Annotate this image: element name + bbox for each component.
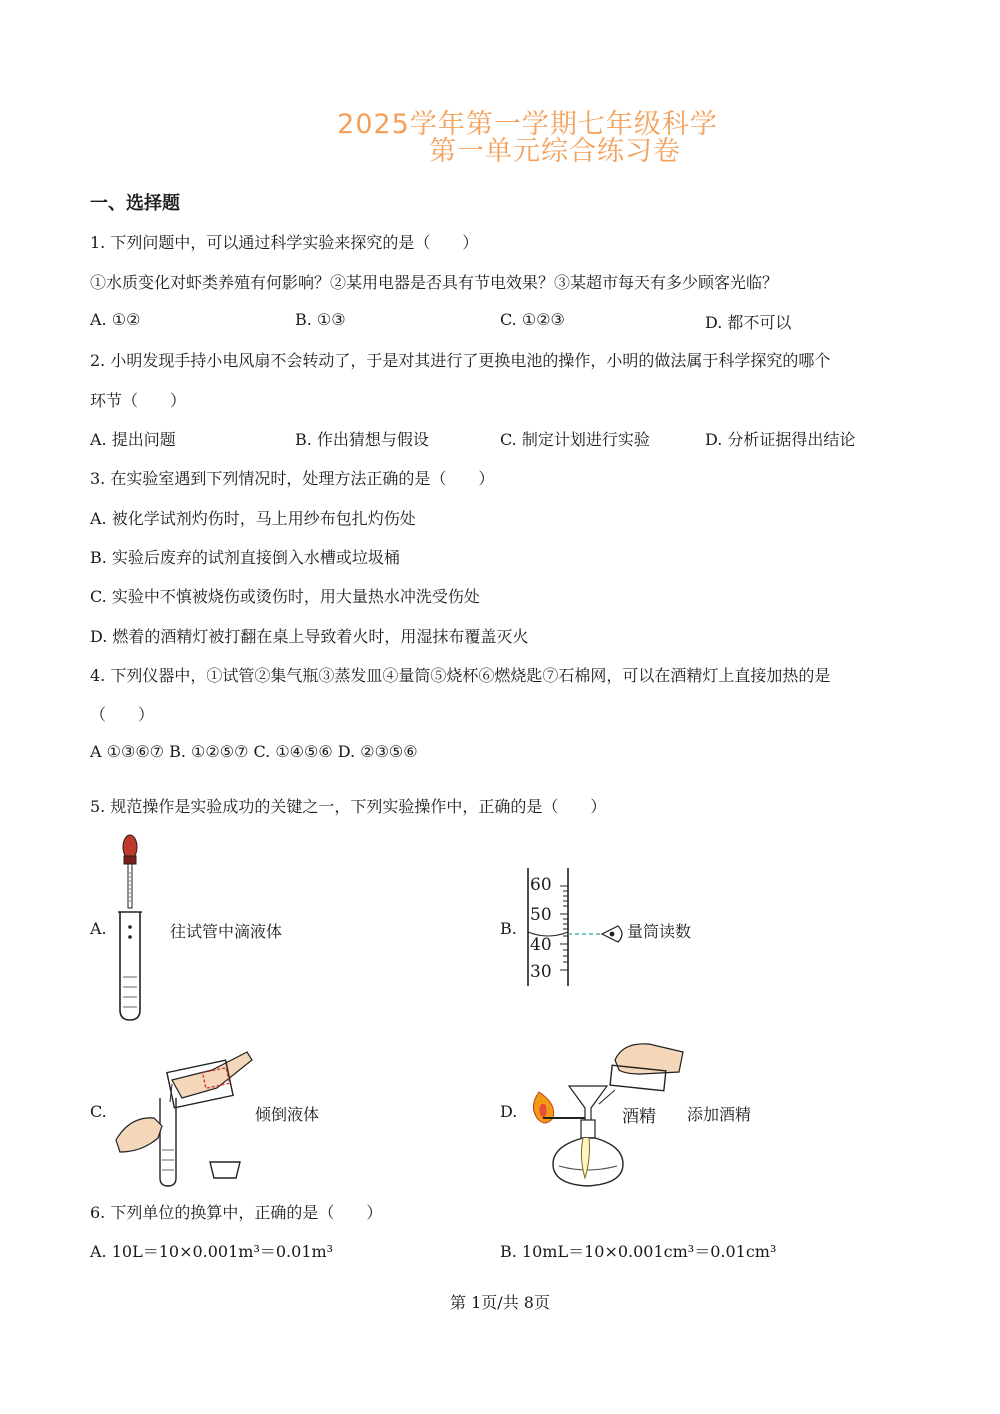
q1-option-b: B. ①③: [295, 310, 346, 329]
q4-stem: 4. 下列仪器中，①试管②集气瓶③蒸发皿④量筒⑤烧杯⑥燃烧匙⑦石棉网，可以在酒精灯上直接加热的是: [90, 666, 831, 685]
exam-title-line1: 2025学年第一学期七年级科学: [337, 109, 718, 140]
tick-60: 60: [530, 875, 552, 895]
q5-stem: 5. 规范操作是实验成功的关键之一，下列实验操作中，正确的是（ ）: [90, 797, 607, 816]
tick-30: 30: [530, 962, 552, 982]
dropper-testtube-figure: [110, 832, 155, 1024]
q2-option-a: A. 提出问题: [90, 430, 176, 449]
tick-40: 40: [530, 935, 552, 955]
q1-option-c: C. ①②③: [500, 310, 565, 329]
q2-stem: 2. 小明发现手持小电风扇不会转动了，于是对其进行了更换电池的操作，小明的做法属于科学探究的哪个: [90, 351, 831, 370]
q5-d-letter: D.: [500, 1102, 518, 1121]
q1-option-d: D. 都不可以: [705, 313, 792, 332]
q5-a-caption: 往试管中滴液体: [170, 922, 283, 941]
adding-alcohol-figure: [523, 1034, 688, 1192]
q1-statements: ①水质变化对虾类养殖有何影响？②某用电器是否具有节电效果？③某超市每天有多少顾客光临？: [90, 273, 779, 292]
page-number: 第 1页/共 8页: [450, 1293, 550, 1312]
q5-b-caption: 量筒读数: [627, 922, 692, 941]
q1-option-a: A. ①②: [90, 310, 141, 329]
q4-options: A ①③⑥⑦ B. ①②⑤⑦ C. ①④⑤⑥ D. ②③⑤⑥: [90, 742, 418, 761]
q6-option-a: A. 10L＝10×0.001m³＝0.01m³: [90, 1242, 334, 1261]
pouring-liquid-figure: [112, 1040, 257, 1188]
q4-stem-continued: （ ）: [90, 705, 155, 724]
q3-option-d: D. 燃着的酒精灯被打翻在桌上导致着火时，用湿抹布覆盖灭火: [90, 627, 529, 646]
q6-option-b: B. 10mL＝10×0.001cm³＝0.01cm³: [500, 1242, 777, 1261]
q2-option-b: B. 作出猜想与假设: [295, 430, 429, 449]
section-heading: 一、选择题: [90, 193, 180, 214]
q2-option-c: C. 制定计划进行实验: [500, 430, 650, 449]
q3-option-b: B. 实验后废弃的试剂直接倒入水槽或垃圾桶: [90, 548, 400, 567]
exam-title-line2: 第一单元综合练习卷: [429, 136, 681, 167]
q5-d-caption: 添加酒精: [687, 1105, 752, 1124]
q5-b-letter: B.: [500, 919, 517, 938]
q5-a-letter: A.: [90, 919, 107, 938]
q5-c-letter: C.: [90, 1102, 107, 1121]
tick-50: 50: [530, 905, 552, 925]
q1-stem: 1. 下列问题中，可以通过科学实验来探究的是（ ）: [90, 233, 479, 252]
q2-option-d: D. 分析证据得出结论: [705, 430, 856, 449]
q5-c-caption: 倾倒液体: [255, 1105, 320, 1124]
q3-option-a: A. 被化学试剂灼伤时，马上用纱布包扎灼伤处: [90, 509, 416, 528]
q6-stem: 6. 下列单位的换算中，正确的是（ ）: [90, 1203, 383, 1222]
q3-stem: 3. 在实验室遇到下列情况时，处理方法正确的是（ ）: [90, 469, 495, 488]
q3-option-c: C. 实验中不慎被烧伤或烫伤时，用大量热水冲洗受伤处: [90, 587, 480, 606]
q2-stem-continued: 环节（ ）: [90, 391, 187, 410]
alcohol-label: 酒精: [622, 1107, 656, 1127]
